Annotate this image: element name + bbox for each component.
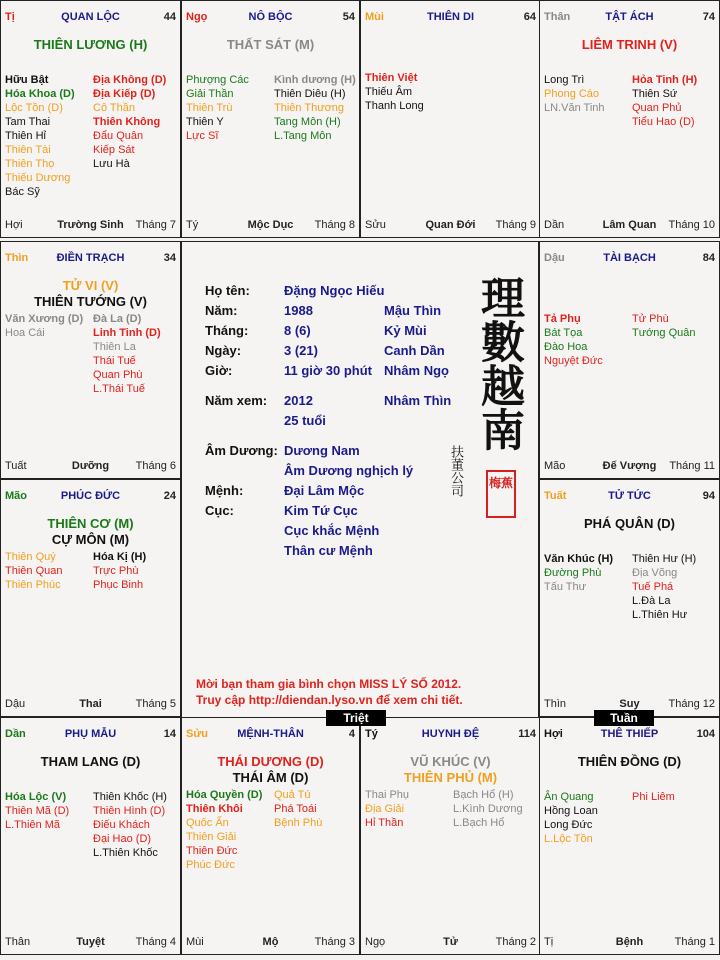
- minor-star: Văn Xương (D): [5, 313, 84, 325]
- tuan-tag: Tuần: [594, 710, 654, 726]
- stars-left: [5, 550, 62, 592]
- palace-qua[interactable]: [0, 0, 181, 238]
- foot-month: Tháng 7: [135, 219, 176, 231]
- foot-month: Tháng 10: [668, 219, 715, 231]
- stars-left: [544, 73, 605, 115]
- minor-star: L.Lộc Tồn: [544, 833, 593, 845]
- minor-star: Quốc Ấn: [186, 817, 229, 829]
- minor-star: Hóa Quyền (D): [186, 789, 263, 801]
- minor-star: Thiên Khốc (H): [93, 791, 167, 803]
- minor-star: Quả Tú: [274, 789, 311, 801]
- stars-left: [365, 71, 424, 113]
- palace-number: 44: [163, 11, 176, 23]
- minor-star: Phong Cáo: [544, 88, 600, 100]
- major-star: THIÊN PHỦ (M): [403, 770, 498, 785]
- invite-text[interactable]: [196, 676, 463, 708]
- foot-month: Tháng 4: [135, 936, 176, 948]
- value-hour: 11 giờ 30 phút: [284, 363, 372, 378]
- palace-number: 94: [702, 490, 715, 502]
- minor-star: Điếu Khách: [93, 819, 150, 831]
- major-star: THIÊN CƠ (M): [47, 516, 134, 531]
- minor-star: Bệnh Phù: [274, 817, 323, 829]
- stars-right: [93, 550, 146, 592]
- minor-star: Đà La (D): [93, 313, 142, 325]
- label-day: Ngày:: [205, 343, 242, 358]
- value-year-can: Mậu Thìn: [384, 303, 442, 318]
- palace-huy[interactable]: [360, 717, 541, 955]
- palace-number: 4: [348, 728, 355, 740]
- minor-star: Thiên Phúc: [5, 579, 61, 591]
- value-cuc: Kim Tứ Cục: [284, 503, 358, 518]
- minor-star: Đào Hoa: [544, 341, 588, 353]
- stars-right: [632, 73, 697, 129]
- value-day: 3 (21): [284, 343, 318, 358]
- foot-branch: Hợi: [5, 219, 23, 231]
- foot-month: Tháng 8: [314, 219, 355, 231]
- stars-left: [5, 312, 83, 340]
- palace-branch: Hợi: [544, 728, 563, 740]
- value-view-can: Nhâm Thìn: [384, 393, 452, 408]
- foot-stage: Trường Sinh: [57, 219, 124, 231]
- foot-month: Tháng 6: [135, 460, 176, 472]
- minor-star: Đại Hao (D): [93, 833, 152, 845]
- minor-star: Tử Phù: [632, 313, 669, 325]
- minor-star: Long Trì: [544, 74, 585, 86]
- minor-star: Thiên Giải: [186, 831, 237, 843]
- minor-star: Thiên Tài: [5, 144, 51, 156]
- palace-branch: Mùi: [365, 11, 384, 23]
- minor-star: Giải Thần: [186, 88, 234, 100]
- minor-star: Phục Binh: [93, 579, 144, 591]
- minor-star: Thiên Quý: [5, 551, 56, 563]
- triet-tag: Triệt: [326, 710, 386, 726]
- palace-name: PHÚC ĐỨC: [60, 490, 121, 502]
- minor-star: Phúc Đức: [186, 859, 235, 871]
- foot-stage: Mộ: [262, 936, 279, 948]
- palace-number: 104: [696, 728, 715, 740]
- invite-line-1: Mời bạn tham gia bình chọn MISS LÝ SỐ 2012.: [196, 677, 462, 691]
- major-star: THIÊN LƯƠNG (H): [33, 37, 148, 52]
- palace-the[interactable]: [539, 717, 720, 955]
- minor-star: Tam Thai: [5, 116, 51, 128]
- minor-star: Hỉ Thần: [365, 817, 404, 829]
- minor-star: Đẩu Quân: [93, 130, 144, 142]
- major-star: THÁI ÂM (D): [232, 770, 309, 785]
- minor-star: LN.Văn Tinh: [544, 102, 605, 114]
- foot-month: Tháng 1: [674, 936, 715, 948]
- minor-star: Thanh Long: [365, 100, 424, 112]
- minor-star: Nguyệt Đức: [544, 355, 603, 367]
- major-star: THÁI DƯƠNG (D): [217, 754, 324, 769]
- palace-number: 74: [702, 11, 715, 23]
- major-star: CỰ MÔN (M): [51, 532, 130, 547]
- minor-star: Linh Tinh (D): [93, 327, 161, 339]
- minor-star: Địa Không (D): [93, 74, 167, 86]
- stars-right: [93, 73, 166, 171]
- value-hour-can: Nhâm Ngọ: [384, 363, 449, 378]
- value-amduong2: Âm Dương nghịch lý: [284, 463, 414, 478]
- minor-star: Bác Sỹ: [5, 186, 40, 198]
- palace-branch: Ngọ: [186, 11, 208, 23]
- minor-star: Tuế Phá: [632, 581, 674, 593]
- label-amduong: Âm Dương:: [205, 443, 278, 458]
- minor-star: Văn Khúc (H): [544, 553, 614, 565]
- minor-star: Lưu Hà: [93, 158, 130, 170]
- minor-star: Thiên Quan: [5, 565, 63, 577]
- palace-branch: Sửu: [186, 728, 209, 740]
- stars-right: [93, 790, 167, 860]
- palace-tai[interactable]: [539, 241, 720, 479]
- minor-star: Cô Thần: [93, 102, 135, 114]
- foot-branch: Sửu: [365, 219, 386, 231]
- foot-branch: Ngọ: [365, 936, 386, 948]
- stars-right: [453, 788, 523, 830]
- value-month-can: Kỷ Mùi: [384, 323, 427, 338]
- stars-right: [93, 312, 161, 396]
- stars-right: [274, 788, 322, 830]
- major-star: THẤT SÁT (M): [226, 37, 315, 52]
- palace-branch: Dậu: [544, 252, 565, 264]
- minor-star: Hỏa Tinh (H): [632, 74, 698, 86]
- stars-left: [186, 788, 262, 872]
- value-view-year: 2012: [284, 393, 313, 408]
- minor-star: Thiên Việt: [365, 72, 418, 84]
- value-age: 25 tuổi: [284, 413, 326, 428]
- palace-thi[interactable]: [360, 0, 541, 238]
- palace-phm[interactable]: [0, 717, 181, 955]
- minor-star: Thiên Hình (D): [93, 805, 166, 817]
- minor-star: L.Kình Dương: [453, 803, 523, 815]
- palace-name: HUYNH ĐỆ: [421, 728, 480, 740]
- minor-star: Thiên Khôi: [186, 803, 243, 815]
- palace-name: TỬ TỨC: [608, 490, 651, 502]
- foot-month: Tháng 3: [314, 936, 355, 948]
- foot-branch: Tị: [544, 936, 554, 948]
- minor-star: Thiên Đức: [186, 845, 238, 857]
- minor-star: Thiên Hỉ: [5, 130, 46, 142]
- value-note2: Thân cư Mệnh: [284, 543, 373, 558]
- palace-name: THÊ THIẾP: [600, 728, 659, 740]
- minor-star: L.Tang Môn: [274, 130, 332, 142]
- minor-star: Tướng Quân: [632, 327, 696, 339]
- palace-name: MỆNH-THÂN: [237, 728, 304, 740]
- stars-left: [544, 552, 613, 594]
- palace-branch: Tị: [5, 11, 15, 23]
- foot-month: Tháng 5: [135, 698, 176, 710]
- palace-men[interactable]: [181, 717, 360, 955]
- palace-name: THIÊN DI: [426, 11, 475, 23]
- foot-month: Tháng 9: [495, 219, 536, 231]
- palace-branch: Dần: [5, 728, 26, 740]
- palace-number: 64: [523, 11, 536, 23]
- major-star: VŨ KHÚC (V): [410, 754, 491, 769]
- foot-stage: Bệnh: [615, 936, 644, 948]
- palace-branch: Thìn: [5, 252, 29, 264]
- stars-right: [274, 73, 356, 143]
- label-year: Năm:: [205, 303, 238, 318]
- palace-tut[interactable]: [539, 479, 720, 717]
- major-star: THIÊN ĐỒNG (D): [577, 754, 682, 769]
- minor-star: Lực Sĩ: [186, 130, 219, 142]
- value-menh: Đại Lâm Mộc: [284, 483, 365, 498]
- value-name: Đặng Ngọc Hiếu: [284, 283, 385, 298]
- minor-star: Phượng Các: [186, 74, 249, 86]
- minor-star: Thiếu Dương: [5, 172, 71, 184]
- minor-star: Thiên Thọ: [5, 158, 55, 170]
- stars-right: [632, 312, 696, 340]
- minor-star: Thiên Không: [93, 116, 161, 128]
- foot-stage: Quan Đới: [425, 219, 476, 231]
- minor-star: Thiên Diêu (H): [274, 88, 346, 100]
- palace-branch: Thân: [544, 11, 571, 23]
- foot-branch: Dậu: [5, 698, 26, 710]
- foot-stage: Tuyệt: [76, 936, 105, 948]
- stars-right: [632, 552, 696, 622]
- invite-link[interactable]: Truy cập http://diendan.lyso.vn để xem chi tiết.: [196, 693, 463, 707]
- palace-branch: Tuất: [544, 490, 567, 502]
- major-star: PHÁ QUÂN (D): [584, 516, 675, 531]
- major-star: TỬ VI (V): [62, 278, 119, 293]
- major-star: THIÊN TƯỚNG (V): [34, 294, 147, 309]
- minor-star: Quan Phù: [93, 369, 143, 381]
- foot-stage: Dưỡng: [71, 460, 110, 472]
- foot-stage: Mộc Dục: [247, 219, 294, 231]
- foot-month: Tháng 11: [669, 460, 715, 472]
- minor-star: Thiên Hư (H): [632, 553, 697, 565]
- minor-star: L.Thiên Hư: [632, 609, 688, 621]
- foot-month: Tháng 12: [668, 698, 715, 710]
- stars-left: [5, 790, 69, 832]
- foot-branch: Mùi: [186, 936, 204, 948]
- minor-star: L.Thái Tuế: [93, 383, 145, 395]
- calligraphy-small: 扶董公司: [448, 445, 463, 497]
- minor-star: Bát Tọa: [544, 327, 583, 339]
- value-day-can: Canh Dần: [384, 343, 445, 358]
- label-hour: Giờ:: [205, 363, 233, 378]
- stars-left: [186, 73, 249, 143]
- minor-star: Kiếp Sát: [93, 144, 135, 156]
- minor-star: Thai Phụ: [365, 789, 410, 801]
- value-year: 1988: [284, 303, 313, 318]
- minor-star: L.Thiên Khốc: [93, 847, 158, 859]
- foot-branch: Dần: [544, 219, 565, 231]
- minor-star: Phá Toái: [274, 803, 317, 815]
- minor-star: Hóa Khoa (D): [5, 88, 75, 100]
- minor-star: Trực Phù: [93, 565, 139, 577]
- stars-left: [544, 312, 603, 368]
- minor-star: Địa Võng: [632, 567, 678, 579]
- palace-number: 114: [518, 728, 536, 740]
- minor-star: Hữu Bật: [5, 74, 49, 86]
- minor-star: Thái Tuế: [93, 355, 136, 367]
- value-month: 8 (6): [284, 323, 311, 338]
- minor-star: Thiên Trù: [186, 102, 233, 114]
- label-menh: Mệnh:: [205, 483, 244, 498]
- minor-star: L.Đà La: [632, 595, 671, 607]
- minor-star: Tấu Thư: [544, 581, 587, 593]
- label-name: Họ tên:: [205, 283, 250, 298]
- foot-stage: Đế Vượng: [602, 460, 657, 472]
- minor-star: Địa Kiếp (D): [93, 88, 156, 100]
- palace-name: QUAN LỘC: [61, 11, 120, 23]
- minor-star: Thiên Thương: [274, 102, 345, 114]
- minor-star: Long Đức: [544, 819, 593, 831]
- minor-star: Tiểu Hao (D): [632, 116, 695, 128]
- minor-star: Tả Phụ: [544, 313, 581, 325]
- foot-branch: Mão: [544, 460, 566, 472]
- palace-name: NÔ BỘC: [248, 11, 293, 23]
- stars-left: [544, 790, 598, 846]
- foot-stage: Tử: [443, 936, 458, 948]
- stars-right: [632, 790, 675, 804]
- stars-left: [5, 73, 75, 199]
- palace-number: 14: [163, 728, 176, 740]
- foot-branch: Tý: [186, 219, 199, 231]
- palace-name: ĐIỀN TRẠCH: [56, 252, 125, 264]
- palace-name: TẬT ÁCH: [605, 11, 654, 23]
- foot-branch: Thìn: [544, 698, 567, 710]
- palace-die[interactable]: [0, 241, 181, 479]
- minor-star: L.Thiên Mã: [5, 819, 61, 831]
- foot-branch: Thân: [5, 936, 31, 948]
- foot-stage: Thai: [79, 698, 102, 710]
- minor-star: Địa Giải: [365, 803, 405, 815]
- minor-star: Tang Môn (H): [274, 116, 341, 128]
- palace-tat[interactable]: [539, 0, 720, 238]
- minor-star: Quan Phủ: [632, 102, 682, 114]
- palace-name: TÀI BẠCH: [603, 252, 656, 264]
- palace-number: 54: [342, 11, 355, 23]
- minor-star: Đường Phù: [544, 567, 602, 579]
- minor-star: Hóa Kị (H): [93, 551, 147, 563]
- minor-star: Thiên Sứ: [632, 88, 678, 100]
- label-month: Tháng:: [205, 323, 249, 338]
- foot-branch: Tuất: [5, 460, 27, 472]
- minor-star: Thiên Mã (D): [5, 805, 70, 817]
- palace-name: PHỤ MẪU: [64, 728, 117, 740]
- major-star: THAM LANG (D): [40, 754, 141, 769]
- calligraphy: 理數越南: [473, 275, 524, 451]
- label-cuc: Cục:: [205, 503, 234, 518]
- palace-number: 84: [702, 252, 715, 264]
- minor-star: Kình dương (H): [274, 74, 356, 86]
- palace-number: 24: [163, 490, 176, 502]
- label-view-year: Năm xem:: [205, 393, 268, 408]
- minor-star: Thiên Y: [186, 116, 224, 128]
- minor-star: Hồng Loan: [544, 805, 598, 817]
- value-amduong: Dương Nam: [284, 443, 360, 458]
- minor-star: Ân Quang: [544, 791, 594, 803]
- foot-stage: Suy: [619, 698, 640, 710]
- minor-star: Lộc Tồn (D): [5, 102, 63, 114]
- palace-branch: Mão: [5, 490, 27, 502]
- palace-branch: Tý: [365, 728, 378, 740]
- foot-month: Tháng 2: [495, 936, 536, 948]
- minor-star: Thiếu Âm: [365, 86, 413, 98]
- palace-phu[interactable]: [0, 479, 181, 717]
- foot-stage: Lâm Quan: [602, 219, 657, 231]
- major-star: LIÊM TRINH (V): [581, 37, 678, 52]
- minor-star: Phi Liêm: [632, 791, 675, 803]
- minor-star: Thiên La: [93, 341, 136, 353]
- palace-number: 34: [163, 252, 176, 264]
- minor-star: L.Bạch Hổ: [453, 817, 505, 829]
- red-seal: 梅蕉: [486, 470, 516, 518]
- stars-left: [365, 788, 409, 830]
- minor-star: Bạch Hổ (H): [453, 789, 514, 801]
- minor-star: Hoa Cái: [5, 327, 45, 339]
- palace-nob[interactable]: [181, 0, 360, 238]
- minor-star: Hóa Lộc (V): [5, 791, 67, 803]
- value-note1: Cục khắc Mệnh: [284, 523, 380, 538]
